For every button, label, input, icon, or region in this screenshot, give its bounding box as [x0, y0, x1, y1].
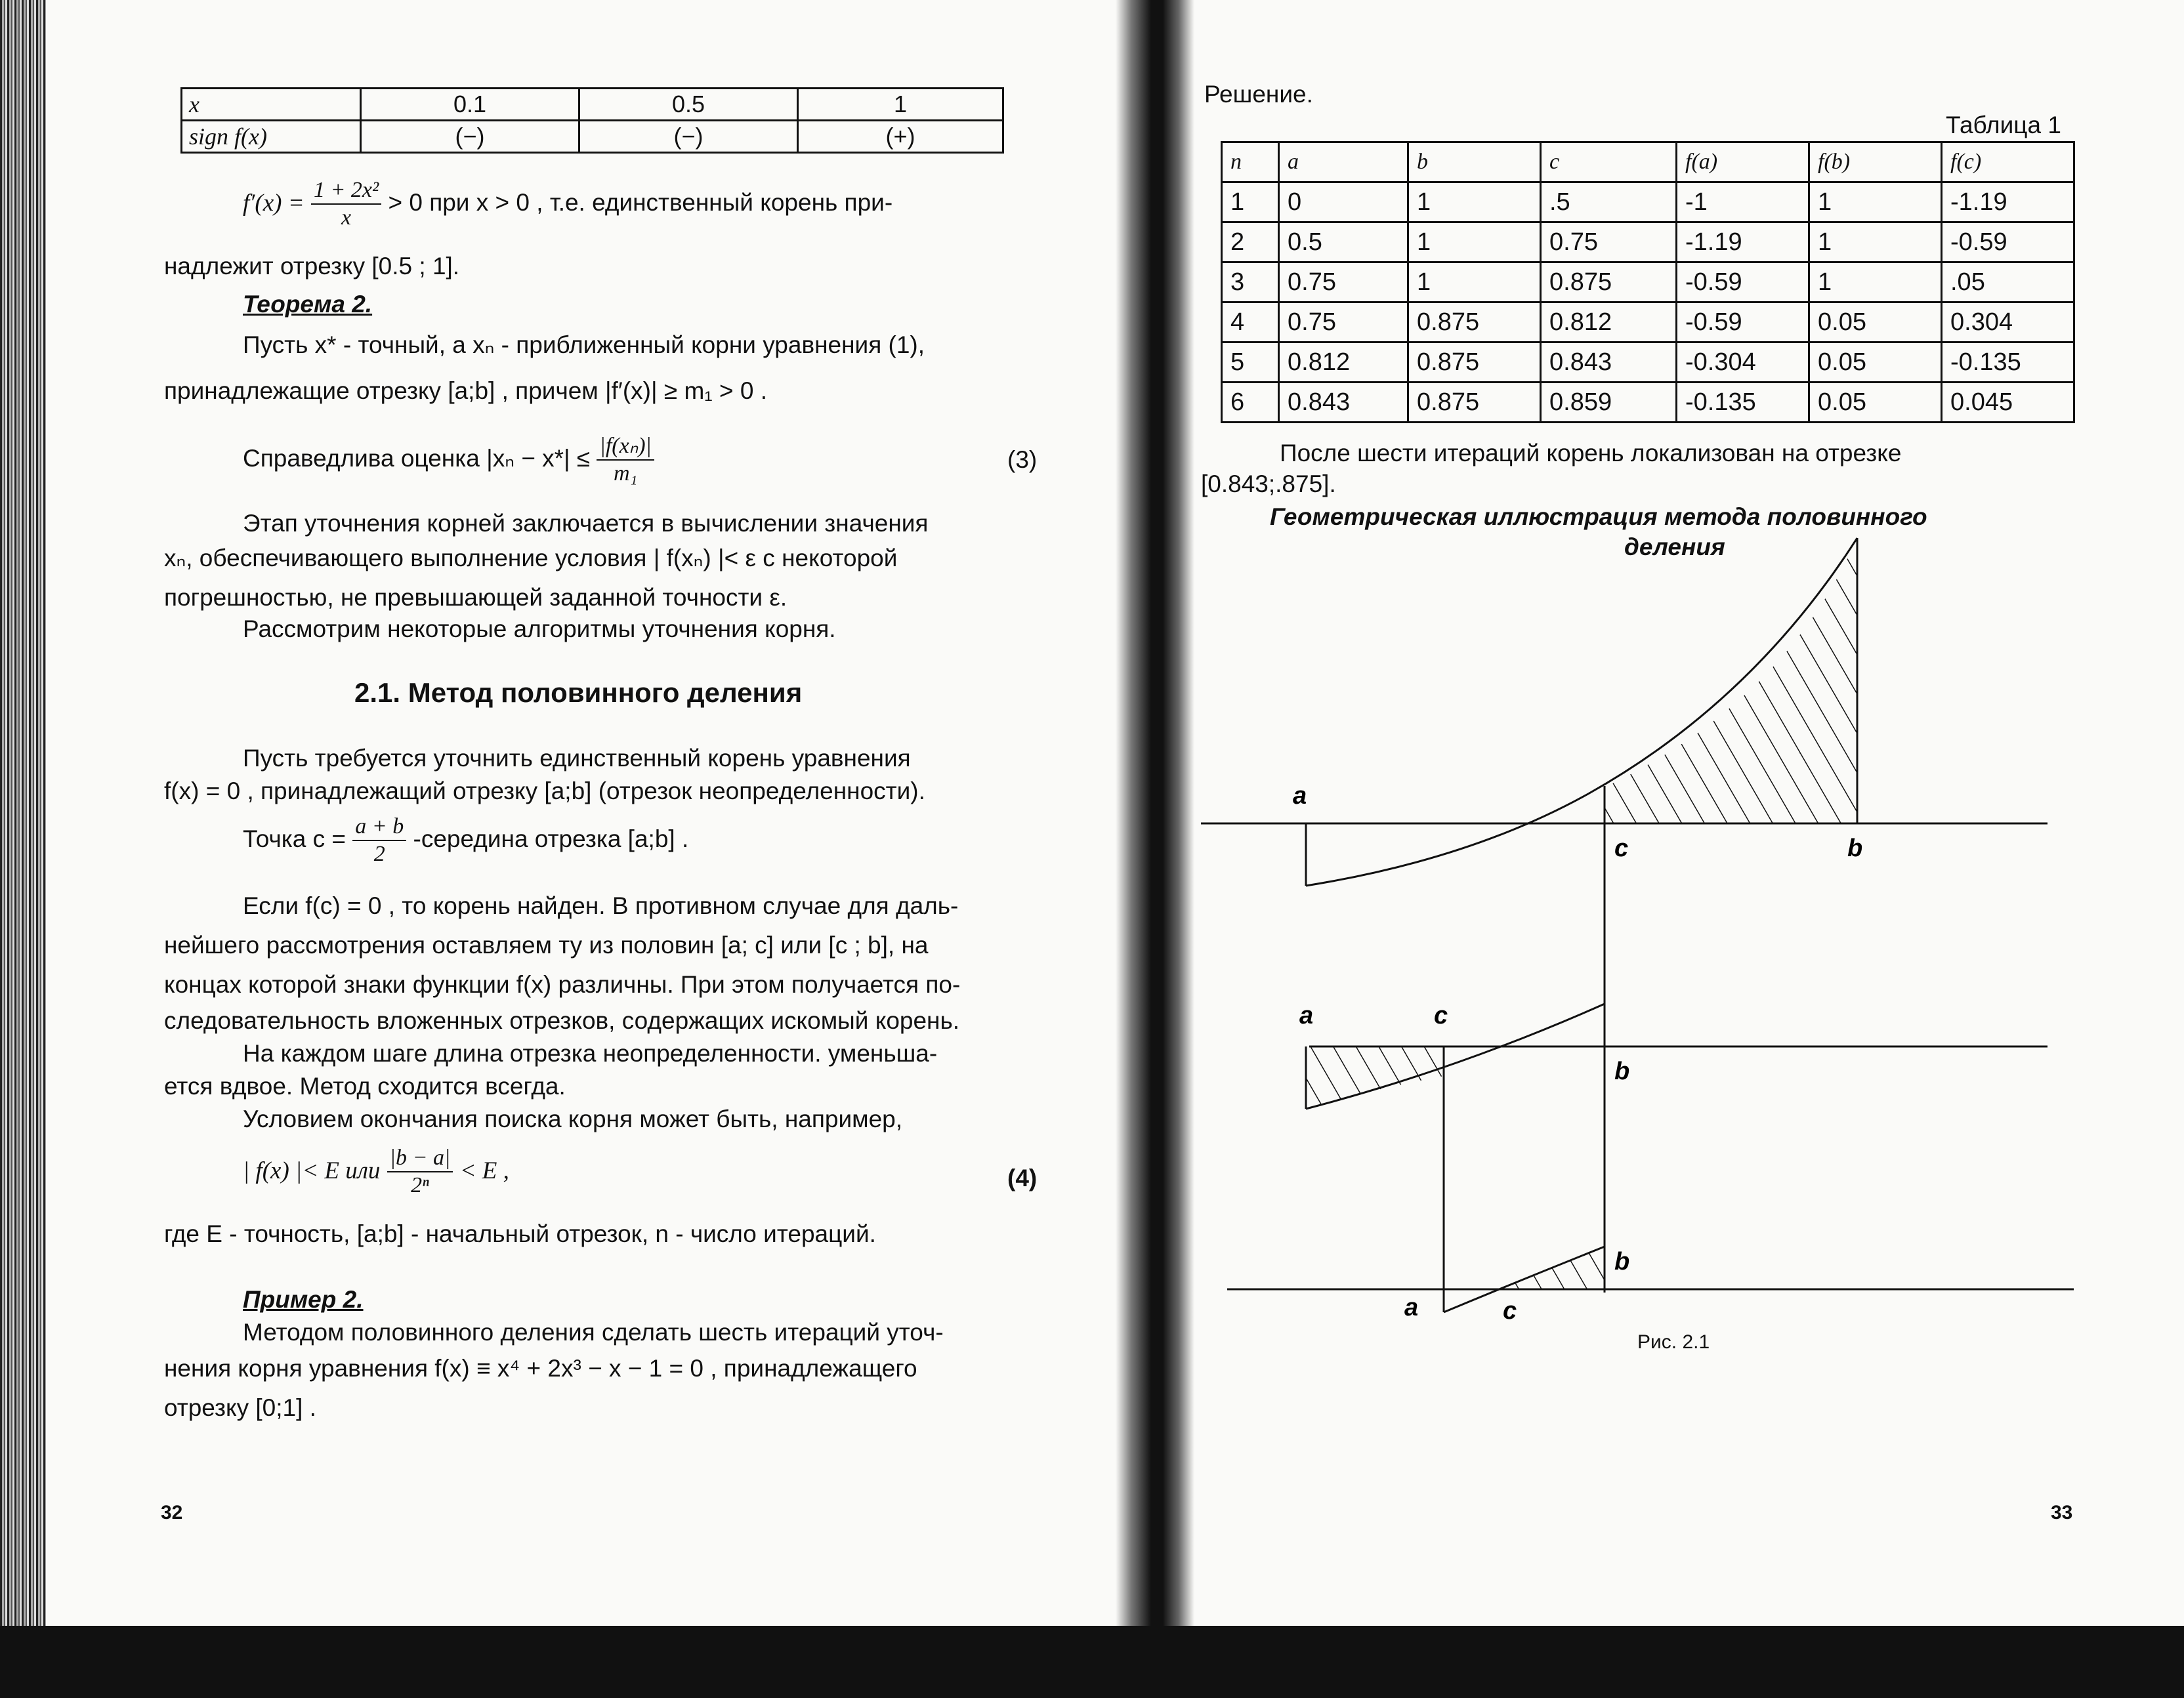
- label-b: b: [1614, 1058, 1630, 1085]
- sign-table: [180, 87, 1004, 154]
- derivative-line: f′(x) = $\frac{\text{1 + 2x²}}{x}$ > 0 при x > 0 , т.е. единственный корень при-: [243, 178, 893, 230]
- section-title: 2.1. Метод половинного деления: [354, 677, 803, 708]
- paragraph-line: ется вдвое. Метод сходится всегда.: [164, 1073, 566, 1100]
- paragraph-line: отрезку [0;1] .: [164, 1394, 316, 1421]
- paragraph-line: После шести итераций корень локализован на отрезке: [1280, 440, 1902, 466]
- iteration-table: [1221, 141, 2075, 423]
- equation-number: (3): [1007, 446, 1038, 473]
- table-row: 6 0.843 0.875 0.859 -0.135 0.05 0.045: [1222, 383, 2074, 423]
- equation-number: (4): [1007, 1165, 1038, 1191]
- paragraph-line: f(x) = 0 , принадлежащий отрезку [a;b] (отрезок неопределенности).: [164, 777, 925, 804]
- solution-label: Решение.: [1204, 81, 1313, 108]
- label-c: c: [1434, 1002, 1448, 1029]
- example-title: Пример 2.: [243, 1286, 364, 1313]
- paragraph-line: принадлежащие отрезку [a;b] , причем |f′(x)| ≥ m₁ > 0 .: [164, 377, 768, 404]
- estimate-formula: Справедлива оценка |xₙ − x*| ≤ $\frac{\text{|f(xₙ)|}}{\text{m₁}}$: [243, 433, 654, 487]
- paragraph-line: нейшего рассмотрения оставляем ту из половин [a; c] или [c ; b], на: [164, 932, 929, 959]
- table-row: x 0.1 0.5 1: [182, 89, 1003, 121]
- paragraph-line: [0.843;.875].: [1201, 470, 1336, 497]
- scan-bottom-border: [0, 1626, 2184, 1698]
- figure-caption: Рис. 2.1: [1637, 1331, 1710, 1353]
- paragraph-line: Если f(c) = 0 , то корень найден. В противном случае для даль-: [243, 892, 959, 919]
- paragraph-line: Методом половинного деления сделать шесть итераций уточ-: [243, 1319, 944, 1346]
- table-row: 3 0.75 1 0.875 -0.59 1 .05: [1222, 262, 2074, 302]
- page-number: 33: [2051, 1502, 2073, 1523]
- estimate-fraction: $\frac{\text{|f(xₙ)|}}{\text{m₁}}$: [597, 433, 654, 487]
- paragraph-line: надлежит отрезку [0.5 ; 1].: [164, 253, 460, 280]
- bisection-figure: [1194, 531, 2087, 1371]
- hatched-region-middle: [1306, 1046, 1444, 1109]
- label-a: a: [1293, 782, 1307, 810]
- derivative-fraction: $\frac{\text{1 + 2x²}}{x}$: [311, 177, 381, 231]
- paragraph-line: концах которой знаки функции f(x) различны. При этом получается по-: [164, 971, 961, 998]
- stop-criterion-formula: | f(x) |< E или $\frac{|b - a|}{\text{2ⁿ}}$ < E ,: [243, 1146, 509, 1197]
- book-gutter: [1116, 0, 1194, 1680]
- hatched-region-top: [1605, 538, 1857, 823]
- paragraph-line: где E - точность, [a;b] - начальный отрезок, n - число итераций.: [164, 1220, 876, 1247]
- table-row: 2 0.5 1 0.75 -1.19 1 -0.59: [1222, 222, 2074, 262]
- page-number: 32: [161, 1502, 183, 1523]
- label-c: c: [1503, 1297, 1517, 1325]
- figure-title: деления: [1624, 533, 1725, 560]
- paragraph-line: нения корня уравнения f(x) ≡ x⁴ + 2x³ − x − 1 = 0 , принадлежащего: [164, 1355, 917, 1382]
- paragraph-line: На каждом шаге длина отрезка неопределенности. уменьша-: [243, 1040, 938, 1067]
- theorem-title: Теорема 2.: [243, 291, 373, 318]
- midpoint-fraction: $\frac{a + b}{2}$: [352, 814, 406, 867]
- paragraph-line: Пусть x* - точный, а xₙ - приближенный корни уравнения (1),: [243, 331, 925, 358]
- figure-title: Геометрическая иллюстрация метода половинного: [1270, 503, 1927, 530]
- midpoint-formula: Точка c = $\frac{a + b}{2}$ -середина отрезка [a;b] .: [243, 814, 689, 866]
- label-a: a: [1404, 1294, 1419, 1321]
- table-caption: Таблица 1: [1946, 112, 2061, 138]
- table-row: sign f(x) (−) (−) (+): [182, 121, 1003, 153]
- label-b: b: [1847, 835, 1863, 862]
- paragraph-line: Рассмотрим некоторые алгоритмы уточнения корня.: [243, 615, 836, 642]
- paragraph-line: Пусть требуется уточнить единственный корень уравнения: [243, 745, 911, 772]
- paragraph-line: погрешностью, не превышающей заданной точности ε.: [164, 584, 788, 611]
- paragraph-line: Этап уточнения корней заключается в вычислении значения: [243, 510, 929, 537]
- stop-fraction: $\frac{|b - a|}{\text{2ⁿ}}$: [387, 1145, 453, 1199]
- table-row: 1 0 1 .5 -1 1 -1.19: [1222, 182, 2074, 222]
- table-row: 4 0.75 0.875 0.812 -0.59 0.05 0.304: [1222, 302, 2074, 342]
- paragraph-line: следовательность вложенных отрезков, содержащих искомый корень.: [164, 1007, 960, 1034]
- label-a: a: [1299, 1002, 1314, 1029]
- book-edge: [0, 0, 46, 1680]
- label-c: c: [1614, 835, 1629, 862]
- table-header-row: n a b c f(a) f(b) f(c): [1222, 142, 2074, 182]
- paragraph-line: Условием окончания поиска корня может быть, например,: [243, 1106, 902, 1132]
- table-row: 5 0.812 0.875 0.843 -0.304 0.05 -0.135: [1222, 342, 2074, 383]
- label-b: b: [1614, 1248, 1630, 1275]
- paragraph-line: xₙ, обеспечивающего выполнение условия | f(xₙ) |< ε с некоторой: [164, 545, 898, 571]
